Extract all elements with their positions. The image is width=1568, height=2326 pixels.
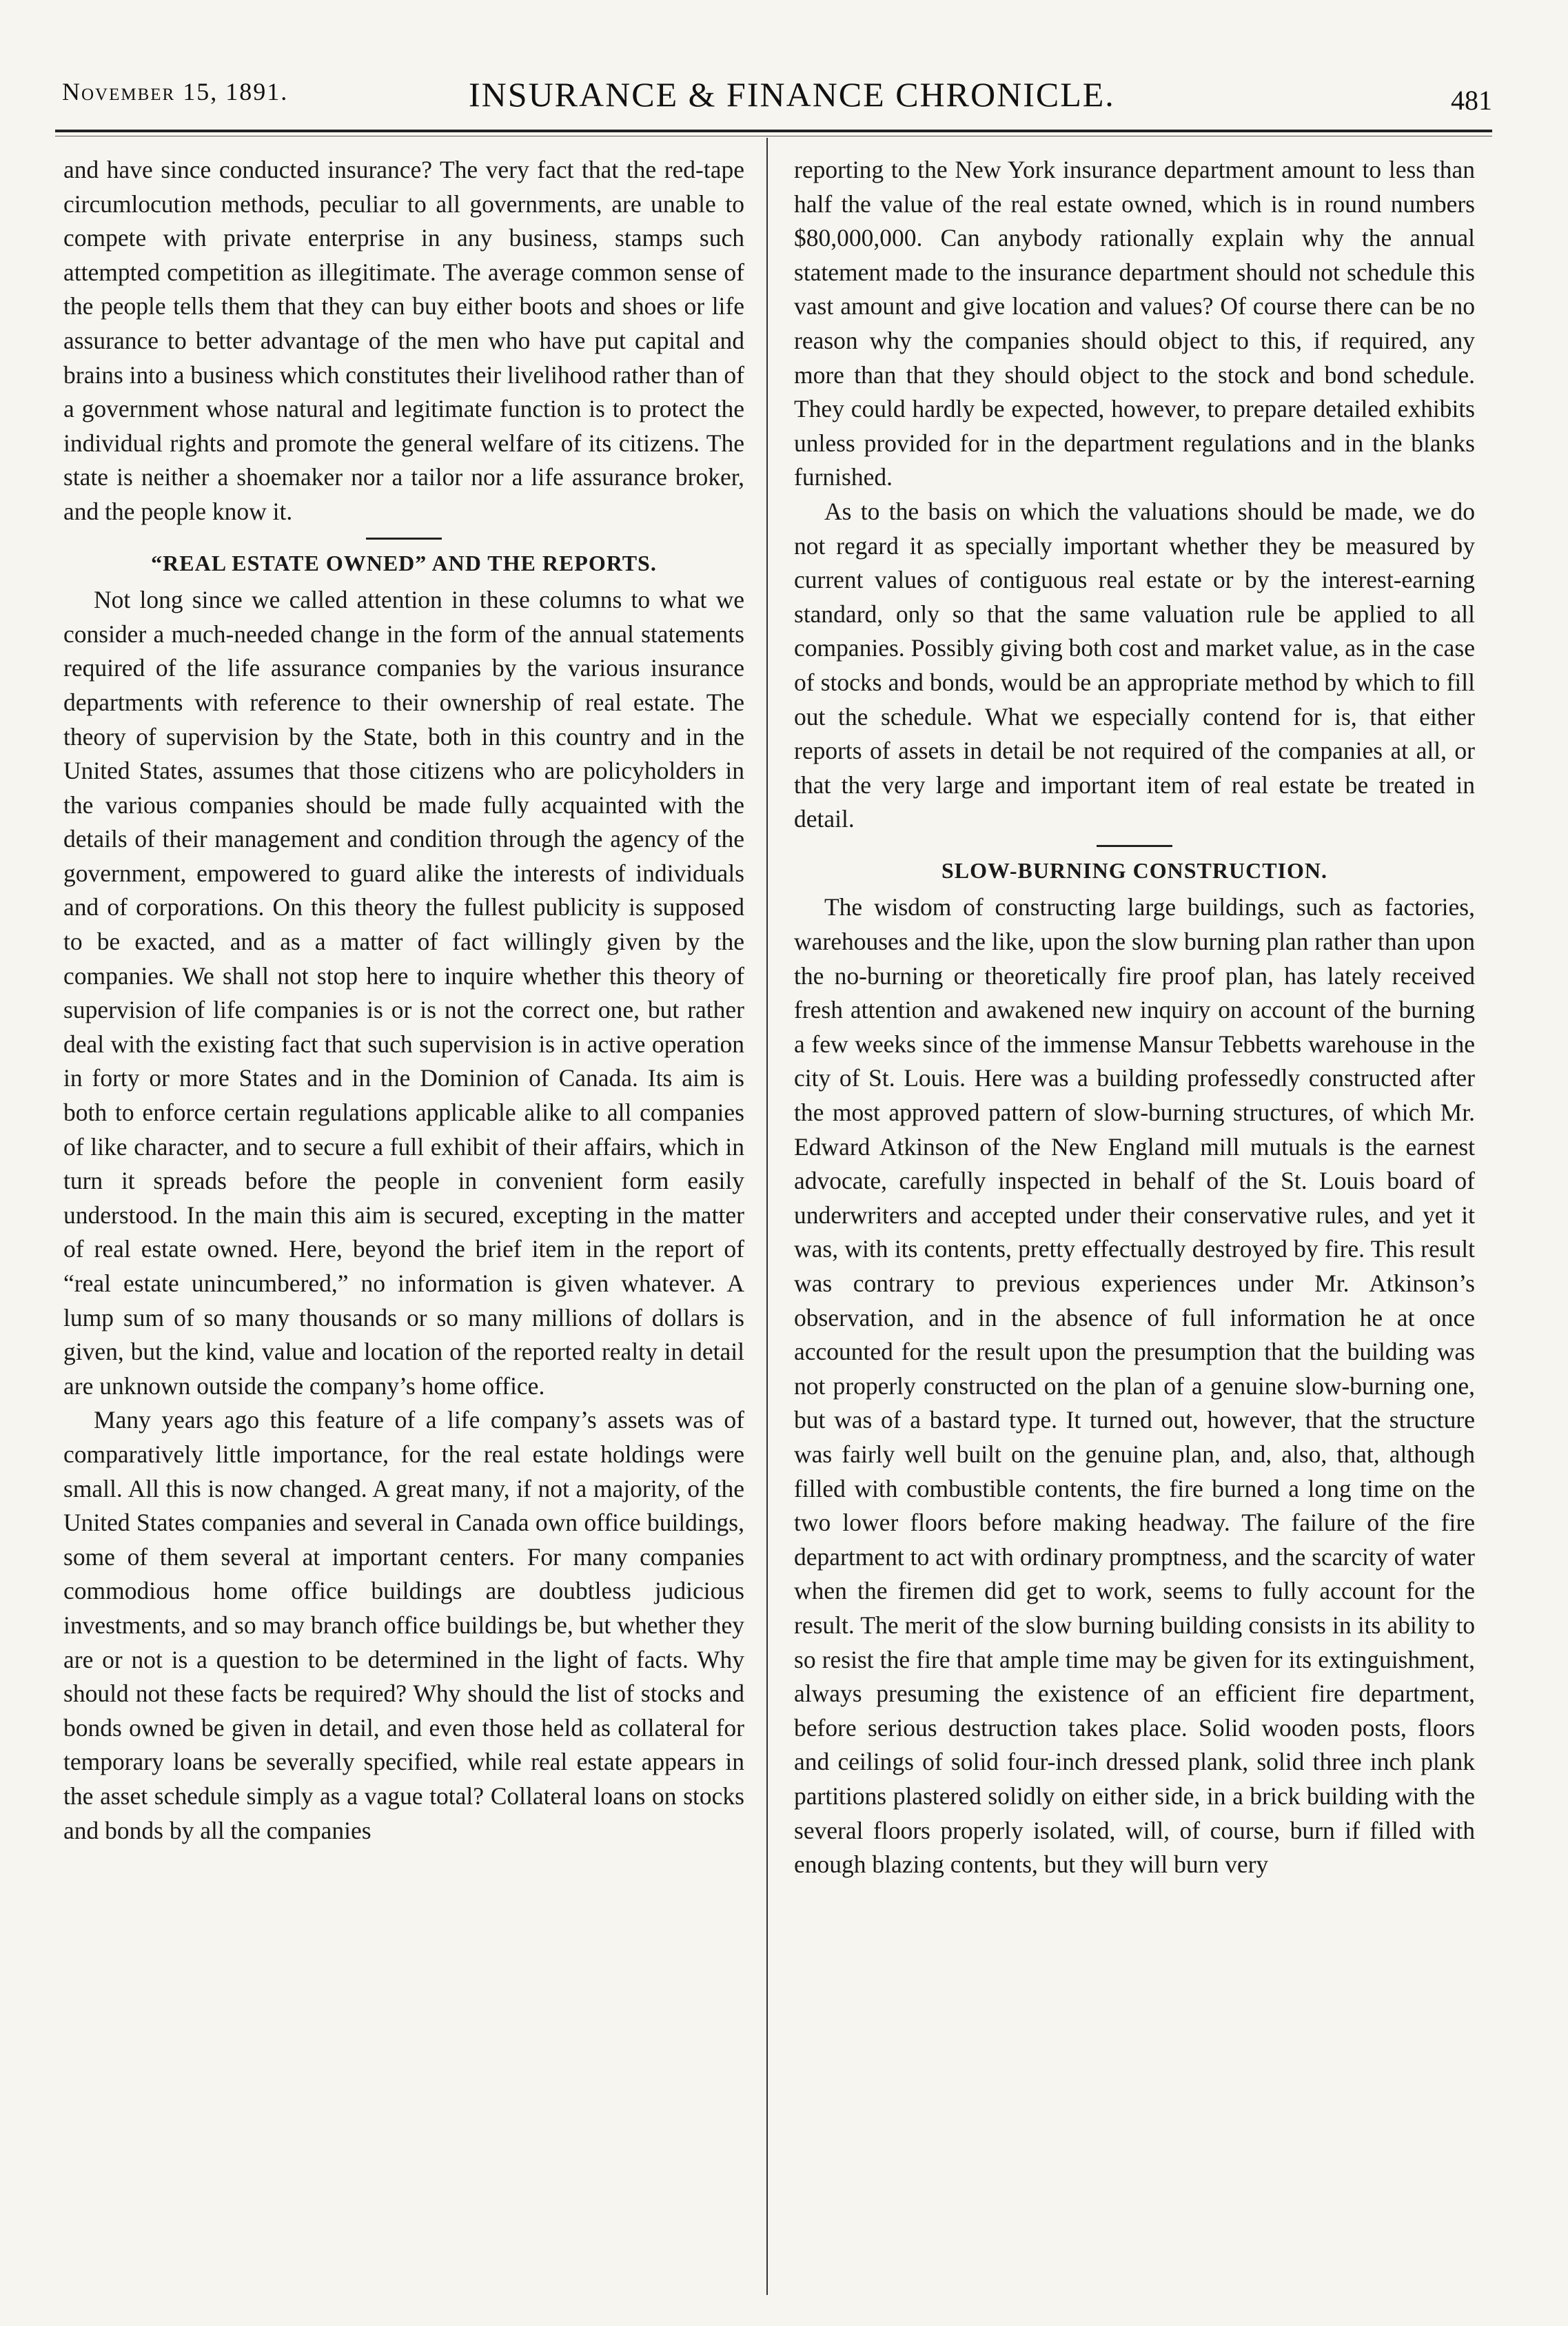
section-rule xyxy=(1097,845,1172,847)
column-divider xyxy=(766,138,768,2295)
header-rule xyxy=(55,130,1492,132)
left-paragraph-2: Not long since we called attention in these columns to what we consider a much-needed change in the form of the annual statements required of the life assurance companies by the various insurance departments with reference to their ownership of real estate. The theory of supervision by the State, both in this country and in the United States, assumes that those citizens who are policyholders in the various companies should be made fully acquainted with the details of their management and condition through the agency of the government, empowered to guard alike the interests of individuals and of corporations. On this theory the fullest publicity is supposed to be exacted, and as a matter of fact willingly given by the companies. We shall not stop here to inquire whether this theory of supervision of life companies is or is not the correct one, but rather deal with the existing fact that such supervision is in active operation in forty or more States and in the Dominion of Canada. Its aim is both to enforce certain regulations applicable alike to all companies of like character, and to secure a full exhibit of their affairs, which in turn it spreads before the people in convenient form easily understood. In the main this aim is secured, excepting in the matter of real estate owned. Here, beyond the brief item in the report of “real estate unincumbered,” no information is given whatever. A lump sum of so many thousands or so many millions of dollars is given, but the kind, value and location of the reported realty in detail are unknown outside the company’s home office. xyxy=(63,586,744,1400)
right-paragraph-2: As to the basis on which the valuations should be made, we do not regard it as specially important whether they be measured by current values of contiguous real estate or by the interest-earning standard, only so that the same valuation rule be applied to all companies. Possibly giving both cost and market value, as in the case of stocks and bonds, would be an appropriate method by which to fill out the schedule. What we especially contend for is, that either reports of assets in detail be not required of the companies at all, or that the very large and important item of real estate be treated in detail. xyxy=(794,497,1475,833)
section-heading-real-estate: “REAL ESTATE OWNED” AND THE REPORTS. xyxy=(151,550,657,575)
page-header xyxy=(55,74,1492,116)
header-date: November 15, 1891. xyxy=(62,78,289,105)
section-heading-slow-burning: SLOW-BURNING CONSTRUCTION. xyxy=(941,857,1327,883)
right-paragraph-3: The wisdom of constructing large buildings, such as factories, warehouses and the like, upon the slow burning plan rather than upon the no-burning or theoretically fire proof plan, has lately received fresh attention and awakened new inquiry on account of the burning a few weeks since of the immense Mansur Tebbetts warehouse in the city of St. Louis. Here was a building professedly constructed after the most approved pattern of slow-burning structures, of which Mr. Edward Atkinson of the New England mill mutuals is the earnest advocate, carefully inspected in behalf of the St. Louis board of underwriters and accepted under their conservative rules, and yet it was, with its contents, pretty effectually destroyed by fire. This result was contrary to previous experiences under Mr. Atkinson’s observation, and in the absence of full information he at once accounted for the result upon the presumption that the building was not properly constructed on the plan of a genuine slow-burning one, but was of a bastard type. It turned out, however, that the structure was fairly well built on the genuine plan, and, also, that, although filled with combustible contents, the fire burned a long time on the two lower floors before making headway. The failure of the fire department to act with ordinary promptness, and the scarcity of water when the firemen did get to work, seems to fully account for the result. The merit of the slow burning building consists in its ability to so resist the fire that ample time may be given for its extinguishment, always presuming the existence of an efficient fire department, before serious destruction takes place. Solid wooden posts, floors and ceilings of solid four-inch dressed plank, solid three inch plank partitions plastered solidly on either side, in a brick building with the several floors properly isolated, will, of course, burn if filled with enough blazing contents, but they will burn very xyxy=(794,893,1475,1879)
left-paragraph-1: and have since conducted insurance? The very fact that the red-tape circumlocution methods, peculiar to all governments, are unable to compete with private enterprise in any business, stamps such attempted competition as illegitimate. The average common sense of the people tells them that they can buy either boots and shoes or life assurance to better advantage of the men who have put capital and brains into a business which constitutes their livelihood rather than of a government whose natural and legitimate function is to protect the individual rights and promote the general welfare of its citizens. The state is neither a shoemaker nor a tailor nor a life assurance broker, and the people know it. xyxy=(63,156,744,525)
header-title: INSURANCE & FINANCE CHRONICLE. xyxy=(469,75,1115,114)
section-rule xyxy=(366,538,442,540)
right-column xyxy=(794,153,1475,1882)
page-number: 481 xyxy=(1451,85,1492,116)
right-paragraph-1: reporting to the New York insurance department amount to less than half the value of the real estate owned, which is in round numbers $80,000,000. Can anybody rationally explain why the annual statement made to the insurance department should not schedule this vast amount and give location and values? Of course there can be no reason why the companies should object to this, if required, any more than that they should object to the stock and bond schedule. They could hardly be expected, however, to prepare detailed exhibits unless provided for in the department regulations and in the blanks furnished. xyxy=(794,156,1475,491)
left-paragraph-3: Many years ago this feature of a life company’s assets was of comparatively little importance, for the real estate holdings were small. All this is now changed. A great many, if not a majority, of the United States companies and several in Canada own office buildings, some of them several at important centers. For many companies commodious home office buildings are doubtless judicious investments, and so may branch office buildings be, but whether they are or not is a question to be determined in the light of facts. Why should not these facts be required? Why should the list of stocks and bonds owned be given in detail, and even those held as collateral for temporary loans be severally specified, while real estate appears in the asset schedule simply as a vague total? Collateral loans on stocks and bonds by all the companies xyxy=(63,1406,744,1844)
left-column xyxy=(63,153,744,1848)
